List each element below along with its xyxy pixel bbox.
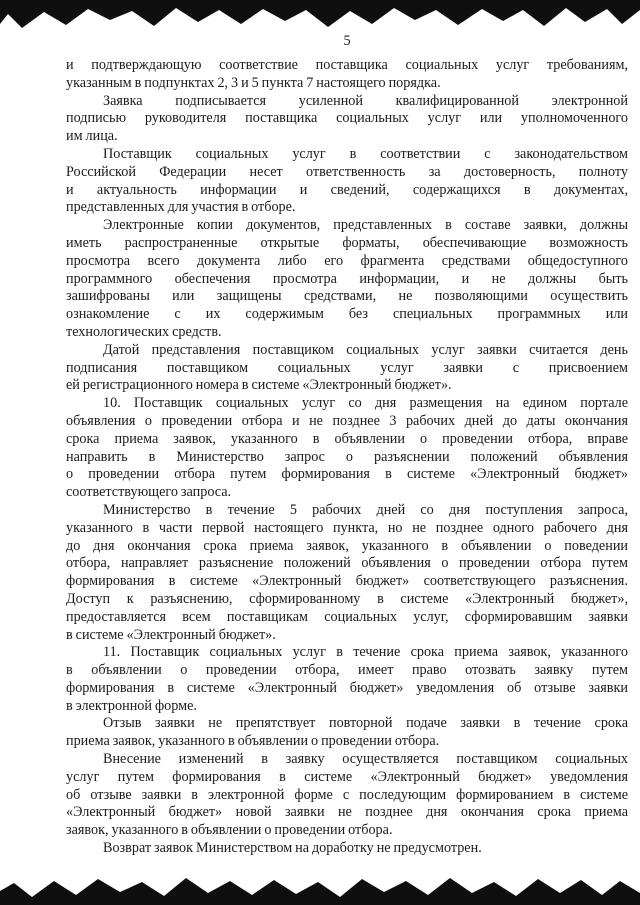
paragraph bbox=[66, 146, 628, 217]
text-line: до дня окончания срока приема заявок, указанного в объявлении о поведении bbox=[66, 537, 628, 554]
text-line: отбора, направляет разъяснение положений объявления о проведении отбора путем bbox=[66, 555, 628, 572]
text-line: Доступ к разъяснению, сформированному в системе «Электронный бюджет», bbox=[66, 590, 628, 607]
text-line: «Электронный бюджет» новой заявки не позднее дня окончания срока приема bbox=[66, 804, 628, 821]
text-line: Датой представления поставщиком социальных услуг заявки считается день bbox=[103, 341, 628, 358]
text-line: Возврат заявок Министерством на доработку не предусмотрен. bbox=[103, 840, 482, 857]
paragraph bbox=[66, 395, 628, 502]
paragraph bbox=[66, 342, 628, 395]
text-line: подписания поставщиком социальных услуг заявки с присвоением bbox=[66, 359, 628, 376]
text-line: в объявлении о проведении отбора, имеет право отозвать заявку путем bbox=[66, 662, 628, 679]
text-line: представленных для участия в отборе. bbox=[66, 199, 296, 216]
text-line: Заявка подписывается усиленной квалифицированной электронной bbox=[103, 92, 628, 109]
text-line: направить в Министерство запрос о разъяснении положений объявления bbox=[66, 448, 628, 465]
text-line: 10. Поставщик социальных услуг со дня размещения на едином портале bbox=[103, 395, 628, 412]
page-number: 5 bbox=[343, 33, 351, 49]
paragraph bbox=[66, 217, 628, 342]
paragraph bbox=[66, 93, 628, 146]
paragraph bbox=[66, 502, 628, 644]
text-line: услуг путем формирования в системе «Электронный бюджет» уведомления bbox=[66, 768, 628, 785]
paragraph bbox=[66, 644, 628, 715]
text-block bbox=[66, 57, 628, 858]
text-line: Внесение изменений в заявку осуществляется поставщиком социальных bbox=[103, 751, 628, 768]
text-line: заявок, указанного в объявлении о проведении отбора. bbox=[66, 822, 393, 839]
text-line: указанного в части первой настоящего пункта, но не позднее одного рабочего дня bbox=[66, 519, 628, 536]
text-line: формирования в системе «Электронный бюджет» соответствующего разъяснения. bbox=[66, 573, 628, 590]
text-line: ознакомление с их содержимым без специальных программных или bbox=[66, 306, 628, 323]
text-line: соответствующего запроса. bbox=[66, 484, 232, 501]
paragraph bbox=[66, 715, 628, 751]
text-line: иметь распространенные открытые форматы, обеспечивающие возможность bbox=[66, 234, 628, 251]
paragraph bbox=[66, 751, 628, 840]
text-line: о проведении отбора путем формирования в системе «Электронный бюджет» bbox=[66, 466, 628, 483]
text-line: просмотра всего документа либо его фрагмента средствами общедоступного bbox=[66, 252, 628, 269]
text-line: Министерство в течение 5 рабочих дней со дня поступления запроса, bbox=[103, 501, 628, 518]
text-line: приема заявок, указанного в объявлении о проведении отбора. bbox=[66, 733, 440, 750]
text-line: им лица. bbox=[66, 128, 118, 145]
paragraph bbox=[66, 57, 628, 93]
text-line: подписью руководителя поставщика социальных услуг или уполномоченного bbox=[66, 110, 628, 127]
text-line: объявления о проведении отбора и не позднее 3 рабочих дней до даты окончания bbox=[66, 412, 628, 429]
text-line: 11. Поставщик социальных услуг в течение срока приема заявок, указанного bbox=[103, 644, 628, 661]
text-line: ей регистрационного номера в системе «Электронный бюджет». bbox=[66, 377, 452, 394]
scan-torn-edge-bottom bbox=[0, 871, 640, 905]
text-line: в системе «Электронный бюджет». bbox=[66, 626, 276, 643]
text-line: технологических средств. bbox=[66, 323, 222, 340]
text-line: зашифрованы или защищены средствами, не позволяющими осуществить bbox=[66, 288, 628, 305]
text-line: об отзыве заявки в электронной форме с последующим формированием в системе bbox=[66, 786, 628, 803]
text-line: указанным в подпунктах 2, 3 и 5 пункта 7 настоящего порядка. bbox=[66, 74, 441, 91]
text-line: Российской Федерации несет ответственность за достоверность, полноту bbox=[66, 163, 628, 180]
text-line: программного обеспечения просмотра информации, и не должны быть bbox=[66, 270, 628, 287]
text-line: предоставляется всем поставщикам социальных услуг, сформировавшим заявки bbox=[66, 608, 628, 625]
text-line: в электронной форме. bbox=[66, 697, 197, 714]
text-line: срока приема заявок, указанного в объявлении о проведении отбора, вправе bbox=[66, 430, 628, 447]
text-line: и актуальность информации и сведений, содержащихся в документах, bbox=[66, 181, 628, 198]
scan-torn-edge-top bbox=[0, 0, 640, 32]
paragraph bbox=[66, 840, 628, 858]
text-line: Поставщик социальных услуг в соответствии с законодательством bbox=[103, 145, 628, 162]
text-line: Отзыв заявки не препятствует повторной подаче заявки в течение срока bbox=[103, 715, 628, 732]
text-line: формирования в системе «Электронный бюджет» уведомления об отзыве заявки bbox=[66, 679, 628, 696]
text-line: и подтверждающую соответствие поставщика социальных услуг требованиям, bbox=[66, 57, 628, 73]
text-line: Электронные копии документов, представленных в составе заявки, должны bbox=[103, 217, 628, 234]
